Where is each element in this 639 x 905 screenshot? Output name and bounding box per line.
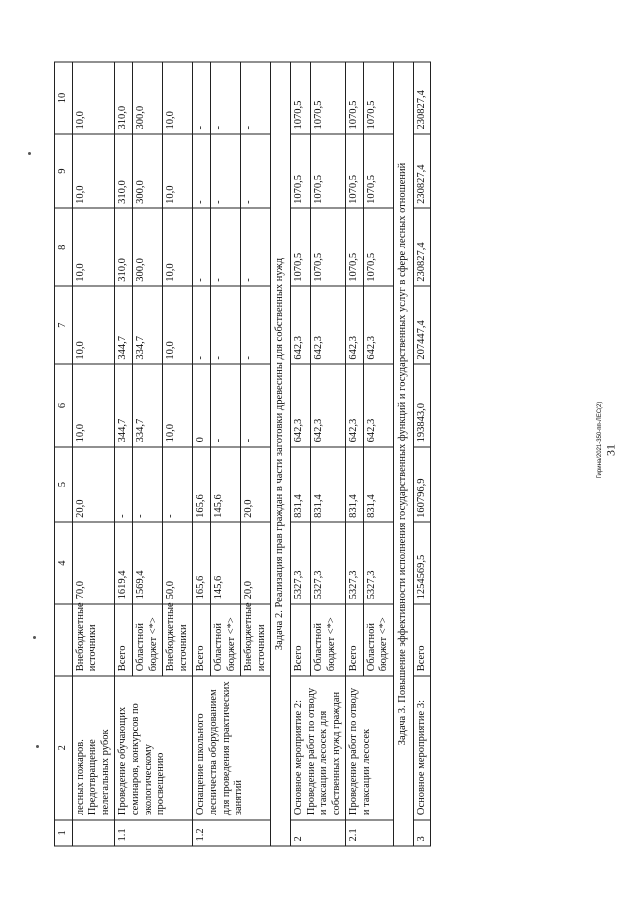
value-cell: 10,0 (72, 286, 115, 364)
table-row (290, 62, 310, 846)
value-cell: 1070,5 (290, 208, 310, 286)
funding-source: Всего (193, 604, 211, 676)
funding-source: Областной бюджет <*> (311, 604, 346, 676)
value-cell: - (193, 208, 211, 286)
activity-name: лесных пожаров. Предотвращение нелегальных рубок (72, 676, 115, 820)
value-cell: 70,0 (72, 522, 115, 604)
value-cell: - (210, 62, 240, 134)
value-cell: 145,6 (210, 522, 240, 604)
value-cell: 10,0 (72, 208, 115, 286)
row-number: 3 (413, 820, 431, 846)
value-cell: 344,7 (115, 364, 133, 447)
value-cell: 20,0 (241, 447, 271, 523)
value-cell: 10,0 (163, 208, 193, 286)
header-cell: 1 (55, 820, 73, 846)
value-cell: 230827,4 (413, 134, 431, 208)
funding-source: Внебюджетные источники (72, 604, 115, 676)
value-cell: 1070,5 (311, 62, 346, 134)
value-cell: 831,4 (346, 447, 364, 523)
value-cell: 831,4 (290, 447, 310, 523)
value-cell: 1070,5 (311, 208, 346, 286)
value-cell: - (210, 286, 240, 364)
value-cell: 1619,4 (115, 522, 133, 604)
header-cell: 9 (55, 134, 73, 208)
value-cell: 310,0 (115, 62, 133, 134)
value-cell: 10,0 (72, 134, 115, 208)
page-number: 31 (603, 444, 618, 456)
row-number: 1.2 (193, 820, 271, 846)
value-cell: 831,4 (363, 447, 393, 523)
value-cell: - (193, 286, 211, 364)
value-cell: 1254569,5 (413, 522, 431, 604)
value-cell: - (193, 62, 211, 134)
value-cell: 300,0 (132, 62, 162, 134)
value-cell: 10,0 (163, 134, 193, 208)
table-row (193, 62, 211, 846)
funding-source: Всего (346, 604, 364, 676)
activity-name: Проведение обучающих семинаров, конкурсов по экологическому просвещению (115, 676, 193, 820)
funding-source: Областной бюджет <*> (210, 604, 240, 676)
value-cell: 300,0 (132, 208, 162, 286)
value-cell: 1070,5 (290, 134, 310, 208)
value-cell: 334,7 (132, 286, 162, 364)
value-cell: 5327,3 (363, 522, 393, 604)
value-cell: 1569,4 (132, 522, 162, 604)
table-row (413, 62, 431, 846)
value-cell: 160796,9 (413, 447, 431, 523)
value-cell: 642,3 (290, 364, 310, 447)
header-cell: 5 (55, 447, 73, 523)
value-cell: - (163, 447, 193, 523)
value-cell: 10,0 (163, 62, 193, 134)
table-row (72, 62, 115, 846)
activity-name: Основное мероприятие 2: Проведение работ по отводу и таксации лесосек для собственных нужд граждан (290, 676, 345, 820)
header-cell: 8 (55, 208, 73, 286)
value-cell: 334,7 (132, 364, 162, 447)
value-cell: 230827,4 (413, 62, 431, 134)
value-cell: 1070,5 (346, 62, 364, 134)
value-cell: 1070,5 (346, 134, 364, 208)
value-cell: 10,0 (163, 364, 193, 447)
header-cell: 2 (55, 676, 73, 820)
row-number: 2 (290, 820, 345, 846)
section-row (271, 62, 291, 846)
value-cell: - (241, 134, 271, 208)
value-cell: - (210, 364, 240, 447)
value-cell: - (241, 208, 271, 286)
header-cell: 4 (55, 522, 73, 604)
budget-table (54, 62, 431, 847)
value-cell: 10,0 (72, 364, 115, 447)
value-cell: 20,0 (72, 447, 115, 523)
table-row (346, 62, 364, 846)
value-cell: 642,3 (290, 286, 310, 364)
funding-source: Всего (413, 604, 431, 676)
value-cell: 5327,3 (311, 522, 346, 604)
value-cell: - (193, 134, 211, 208)
funding-source: Всего (115, 604, 133, 676)
funding-source: Внебюджетные источники (241, 604, 271, 676)
row-number: 2.1 (346, 820, 394, 846)
funding-source: Областной бюджет <*> (132, 604, 162, 676)
value-cell: 207447,4 (413, 286, 431, 364)
value-cell: 1070,5 (363, 62, 393, 134)
value-cell: 1070,5 (311, 134, 346, 208)
header-cell: 7 (55, 286, 73, 364)
value-cell: 300,0 (132, 134, 162, 208)
funding-source: Всего (290, 604, 310, 676)
row-number: 1.1 (115, 820, 193, 846)
value-cell: 642,3 (346, 286, 364, 364)
value-cell: 5327,3 (346, 522, 364, 604)
value-cell: 165,6 (193, 522, 211, 604)
section-row (394, 62, 414, 846)
value-cell: 1070,5 (346, 208, 364, 286)
value-cell: 642,3 (363, 286, 393, 364)
value-cell: 165,6 (193, 447, 211, 523)
header-cell: 6 (55, 364, 73, 447)
value-cell: 20,0 (241, 522, 271, 604)
funding-source: Внебюджетные источники (163, 604, 193, 676)
value-cell: 642,3 (346, 364, 364, 447)
value-cell: 0 (193, 364, 211, 447)
section-title: Задача 3. Повышение эффективности исполнения государственных функций и государственных услуг в сфере лесных отношений (394, 62, 414, 846)
value-cell: - (241, 364, 271, 447)
rotated-table-wrapper (54, 62, 584, 847)
header-cell: 10 (55, 62, 73, 134)
value-cell: - (210, 134, 240, 208)
section-title: Задача 2. Реализация прав граждан в части заготовки древесины для собственных нужд (271, 62, 291, 846)
value-cell: - (241, 286, 271, 364)
activity-name: Оснащение школьного лесничества оборудованием для проведения практических занятий (193, 676, 271, 820)
table-row (115, 62, 133, 846)
value-cell: - (210, 208, 240, 286)
value-cell: 310,0 (115, 134, 133, 208)
value-cell: - (115, 447, 133, 523)
value-cell: 642,3 (363, 364, 393, 447)
value-cell: 145,6 (210, 447, 240, 523)
header-cell (55, 604, 73, 676)
value-cell: 642,3 (311, 364, 346, 447)
value-cell: 10,0 (163, 286, 193, 364)
activity-name: Основное мероприятие 3: (413, 676, 431, 820)
table-header-row (55, 62, 73, 846)
value-cell: - (132, 447, 162, 523)
value-cell: 193843,0 (413, 364, 431, 447)
value-cell: 831,4 (311, 447, 346, 523)
value-cell: 1070,5 (363, 208, 393, 286)
value-cell: - (241, 62, 271, 134)
value-cell: 1070,5 (363, 134, 393, 208)
funding-source: Областной бюджет <*> (363, 604, 393, 676)
footer-note: Гирина/2021-350-пп-ЛЕС(2) (597, 401, 603, 479)
value-cell: 230827,4 (413, 208, 431, 286)
value-cell: 50,0 (163, 522, 193, 604)
value-cell: 10,0 (72, 62, 115, 134)
value-cell: 310,0 (115, 208, 133, 286)
value-cell: 642,3 (311, 286, 346, 364)
value-cell: 1070,5 (290, 62, 310, 134)
row-number (72, 820, 115, 846)
value-cell: 344,7 (115, 286, 133, 364)
value-cell: 5327,3 (290, 522, 310, 604)
activity-name: Проведение работ по отводу и таксации лесосек (346, 676, 394, 820)
